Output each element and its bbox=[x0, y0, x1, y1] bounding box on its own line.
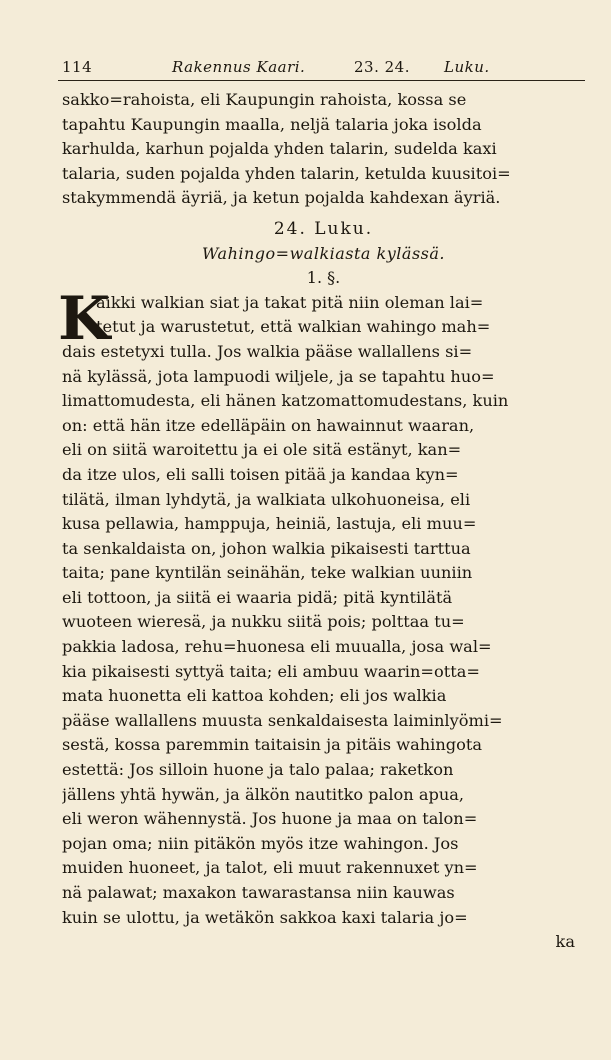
text-line: kia pikaisesti syttyä taita; eli ambuu waarin=otta= bbox=[62, 661, 480, 681]
text-line: talaria, suden pojalda yhden talarin, ketulda kuusitoi= bbox=[62, 163, 511, 183]
chapter-heading: Wahingo=walkiasta kylässä. bbox=[201, 243, 445, 263]
text-line: eli weron wähennystä. Jos huone ja maa on talon= bbox=[62, 809, 478, 829]
chapter-word: Luku. bbox=[444, 58, 490, 76]
section-reference: 23. 24. bbox=[354, 58, 410, 76]
text-line: tetut ja warustetut, että walkian wahingo mah= bbox=[96, 317, 491, 337]
running-title: Rakennus Kaari. bbox=[172, 58, 306, 76]
catchword: ka bbox=[555, 932, 575, 952]
text-line: jällens yhtä hywän, ja älkön nautitko palon apua, bbox=[62, 784, 465, 804]
text-line: nä palawat; maxakon tawarastansa niin kauwas bbox=[62, 883, 455, 902]
text-line: dais estetyxi tulla. Jos walkia pääse wallallens si= bbox=[62, 341, 473, 361]
drop-capital: K bbox=[58, 283, 111, 354]
text-line: mata huonetta eli kattoa kohden; eli jos walkia bbox=[62, 686, 447, 706]
text-line: aikki walkian siat ja takat pitä niin oleman lai= bbox=[96, 292, 484, 312]
text-line: stakymmendä äyriä, ja ketun pojalda kahdexan äyriä. bbox=[62, 188, 501, 208]
text-line: karhulda, karhun pojalda yhden talarin, sudelda kaxi bbox=[62, 139, 497, 159]
header-rule bbox=[58, 80, 585, 81]
text-line: eli tottoon, ja siitä ei waaria pidä; pitä kyntilätä bbox=[62, 587, 453, 607]
text-line: pojan oma; niin pitäkön myös itze wahingon. Jos bbox=[62, 833, 459, 853]
section-mark: 1. §. bbox=[306, 268, 341, 288]
text-line: tilätä, ilman lyhdytä, ja walkiata ulkohuoneisa, eli bbox=[62, 489, 471, 509]
text-line: wuoteen wieresä, ja nukku siitä pois; polttaa tu= bbox=[62, 612, 465, 632]
text-line: muiden huoneet, ja talot, eli muut rakennuxet yn= bbox=[62, 858, 478, 878]
text-line: pakkia ladosa, rehu=huonesa eli muualla, josa wal= bbox=[62, 637, 492, 657]
text-line: da itze ulos, eli salli toisen pitää ja kandaa kyn= bbox=[62, 464, 459, 484]
text-line: limattomudesta, eli hänen katzomattomudestans, kuin bbox=[62, 391, 509, 411]
text-line: ta senkaldaista on, johon walkia pikaisesti tarttua bbox=[62, 538, 471, 558]
text-line: eli on siitä waroitettu ja ei ole sitä estänyt, kan= bbox=[62, 440, 462, 460]
running-head bbox=[62, 58, 585, 80]
text-line: nä kylässä, jota lampuodi wiljele, ja se tapahtu huo= bbox=[62, 366, 495, 386]
body-text bbox=[58, 88, 585, 955]
text-line: estettä: Jos silloin huone ja talo palaa; raketkon bbox=[62, 760, 454, 780]
text-line: sestä, kossa paremmin taitaisin ja pitäis wahingota bbox=[62, 735, 483, 755]
text-line: kuin se ulottu, ja wetäkön sakkoa kaxi talaria jo= bbox=[62, 907, 468, 927]
page-number: 114 bbox=[62, 58, 93, 76]
text-line: taita; pane kyntilän seinähän, teke walkian uuniin bbox=[62, 563, 473, 583]
text-line: kusa pellawia, hamppuja, heiniä, lastuja, eli muu= bbox=[62, 514, 477, 534]
text-line: tapahtu Kaupungin maalla, neljä talaria joka isolda bbox=[62, 114, 482, 134]
first-paragraph bbox=[58, 283, 585, 930]
text-line: sakko=rahoista, eli Kaupungin rahoista, kossa se bbox=[62, 90, 467, 109]
text-line: on: että hän itze edelläpäin on hawainnut waaran, bbox=[62, 415, 475, 435]
chapter-title: 24. Luku. bbox=[273, 218, 374, 239]
text-line: pääse wallallens muusta senkaldaisesta laiminlyömi= bbox=[62, 710, 503, 730]
